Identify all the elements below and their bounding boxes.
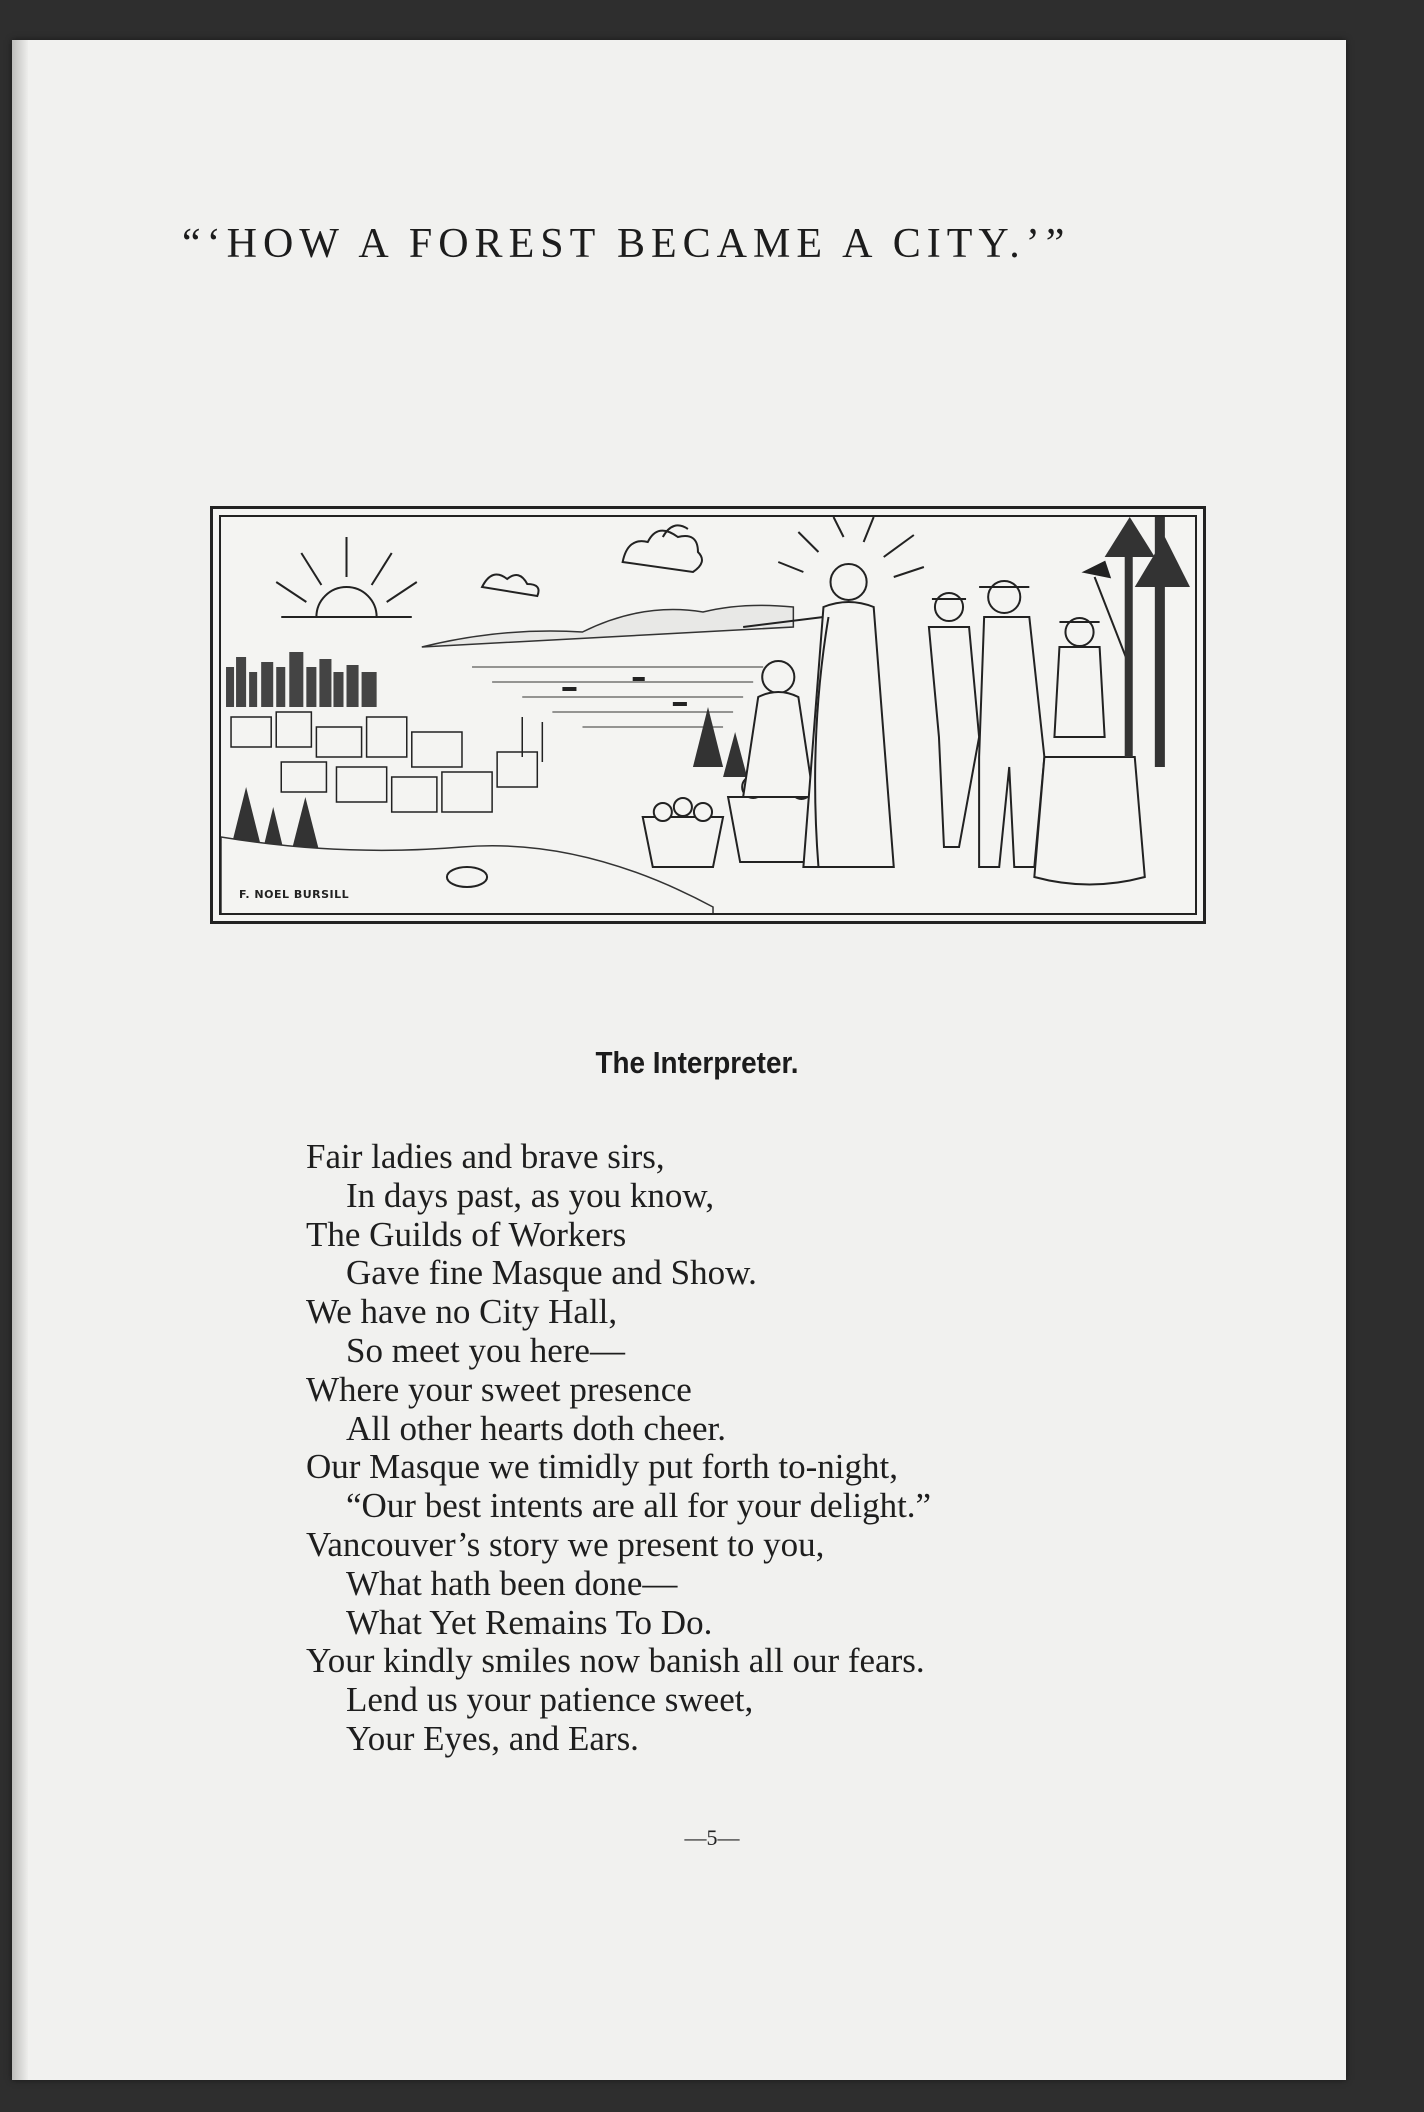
- poem-line: Lend us your patience sweet,: [346, 1680, 754, 1720]
- poem-line: The Guilds of Workers: [306, 1214, 627, 1254]
- city-buildings: [231, 712, 537, 812]
- ships-icon: [522, 677, 687, 762]
- seated-woman-figure: [743, 661, 813, 797]
- poem-line: We have no City Hall,: [306, 1292, 618, 1332]
- illustration-frame: [210, 506, 1206, 924]
- poem-line: “Our best intents are all for your delight.”: [346, 1486, 932, 1526]
- illustrator-signature: F. NOEL BURSILL: [239, 888, 350, 901]
- hillside: [221, 837, 713, 913]
- section-heading: The Interpreter.: [595, 1045, 799, 1080]
- page-title: “‘HOW A FOREST BECAME A CITY.’”: [182, 221, 1071, 267]
- harbour-water: [472, 667, 763, 727]
- page-binding-edge: [12, 40, 28, 2080]
- poem-line: What Yet Remains To Do.: [346, 1602, 713, 1642]
- tree-stump-icon: [1034, 757, 1144, 885]
- poem-line: So meet you here—: [346, 1330, 625, 1370]
- forest-city-illustration: [219, 515, 1197, 915]
- poem-line: What hath been done—: [346, 1563, 678, 1603]
- poem-line: Where your sweet presence: [306, 1369, 692, 1409]
- poem-line: All other hearts doth cheer.: [346, 1408, 727, 1448]
- poem-line: Our Masque we timidly put forth to-night,: [306, 1447, 899, 1487]
- right-forest-icon: [1105, 517, 1190, 767]
- clouds-icon: [482, 525, 702, 596]
- illustration-drawing: [221, 517, 1195, 913]
- poem-line: Vancouver’s story we present to you,: [306, 1524, 825, 1564]
- book-page: [12, 40, 1346, 2080]
- city-skyline-icon: [226, 652, 377, 707]
- poem-line: Fair ladies and brave sirs,: [306, 1137, 665, 1176]
- mountains: [422, 605, 794, 647]
- poem-line: Your Eyes, and Ears.: [346, 1718, 639, 1758]
- left-sun-icon: [276, 537, 417, 617]
- poem-line: In days past, as you know,: [346, 1175, 715, 1215]
- poem-line: Your kindly smiles now banish all our fears.: [306, 1641, 925, 1681]
- page-number: —5—: [684, 1825, 740, 1850]
- poem-line: Gave fine Masque and Show.: [346, 1253, 757, 1293]
- poem-text: [306, 1138, 1246, 1759]
